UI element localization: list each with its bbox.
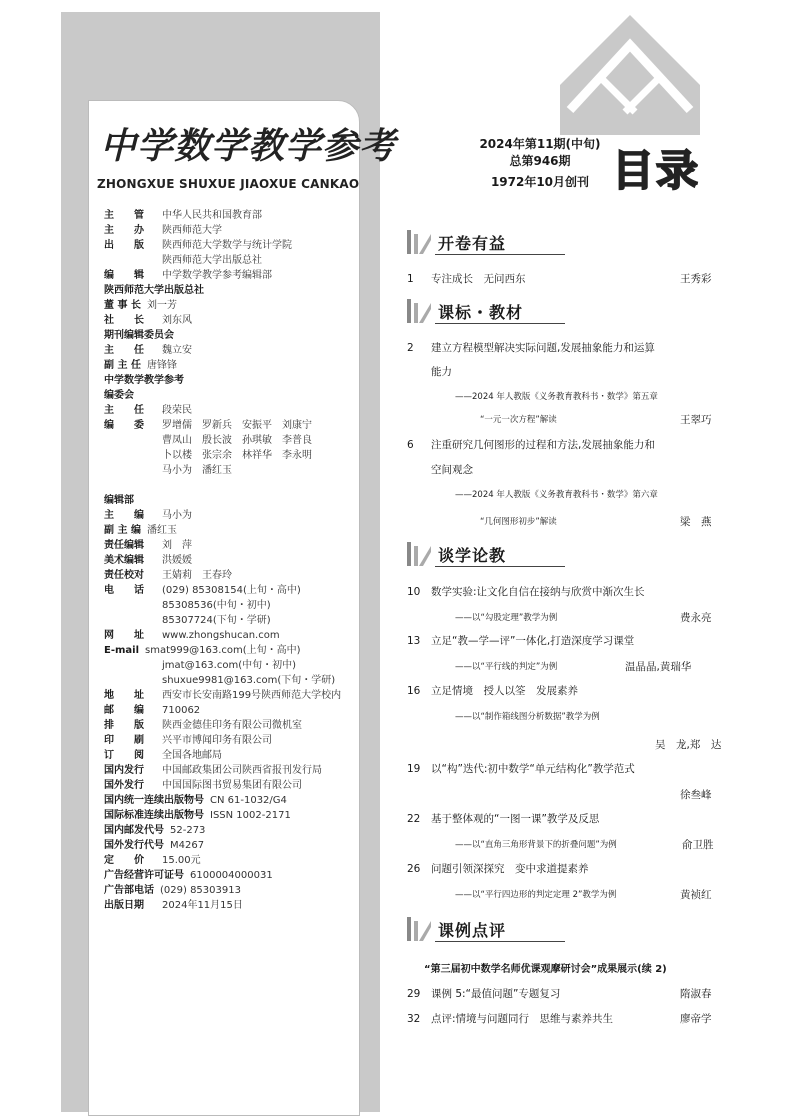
masthead-key: 出 版 xyxy=(104,240,144,251)
masthead-row xyxy=(104,733,272,748)
toc-entry[interactable] xyxy=(407,584,645,599)
masthead-row xyxy=(104,448,312,463)
masthead-value: smat999@163.com(上旬・高中) xyxy=(145,645,301,656)
masthead-value: 2024年11月15日 xyxy=(162,900,243,911)
masthead-key: 网 址 xyxy=(104,630,144,641)
masthead-row xyxy=(104,763,322,778)
masthead-key: 主 编 xyxy=(104,510,144,521)
masthead-row xyxy=(104,718,302,733)
masthead-value: 中华人民共和国教育部 xyxy=(162,210,262,221)
masthead-row xyxy=(104,613,271,628)
entry-title: 基于整体观的“一图一课”教学及反思 xyxy=(431,813,600,825)
toc-entry[interactable] xyxy=(407,811,599,826)
total-issue: 总第946期 xyxy=(509,154,571,168)
masthead-key: 社 长 xyxy=(104,315,144,326)
masthead-row xyxy=(104,463,232,478)
page-number: 26 xyxy=(407,863,421,875)
entry-title-continued: 能力 xyxy=(431,366,452,378)
masthead-row xyxy=(104,283,210,298)
masthead-key: 出版日期 xyxy=(104,900,144,911)
masthead-value: 陕西师范大学数学与统计学院 xyxy=(162,240,292,251)
entry-author: 徐叁峰 xyxy=(680,789,712,801)
toc-entry[interactable] xyxy=(407,271,526,286)
masthead-row xyxy=(104,838,204,853)
masthead-row xyxy=(104,568,232,583)
masthead-row xyxy=(104,793,287,808)
masthead-key: 责任校对 xyxy=(104,570,144,581)
masthead-row xyxy=(104,478,162,493)
masthead-value: www.zhongshucan.com xyxy=(162,630,280,641)
section-label: 谈学论教 xyxy=(438,546,507,565)
masthead-key: 副 主 任 xyxy=(104,360,141,371)
masthead-row xyxy=(104,358,177,373)
masthead-key: 国内邮发代号 xyxy=(104,825,164,836)
masthead-row xyxy=(104,433,312,448)
page-number: 29 xyxy=(407,988,421,1000)
masthead-row xyxy=(104,853,201,868)
toc-entry[interactable] xyxy=(407,683,578,698)
masthead-value: 卜以楼 张宗余 林祥华 李永明 xyxy=(162,450,312,461)
masthead-key: 编委会 xyxy=(104,390,134,401)
masthead-value: 潘红玉 xyxy=(146,525,177,536)
entry-title: 问题引领深探究 变中求道提素养 xyxy=(431,863,589,875)
masthead-value: 52-273 xyxy=(170,825,206,836)
section-rule xyxy=(435,323,565,324)
page-number: 1 xyxy=(407,273,414,285)
page-number: 22 xyxy=(407,813,421,825)
masthead-value: 陕西金德佳印务有限公司微机室 xyxy=(162,720,302,731)
masthead-value: M4267 xyxy=(170,840,205,851)
page-number: 2 xyxy=(407,342,414,354)
masthead-value: 刘一芳 xyxy=(146,300,177,311)
page-number: 6 xyxy=(407,439,414,451)
entry-author: 吴 龙,郑 达 xyxy=(655,739,722,751)
masthead-row xyxy=(104,523,177,538)
masthead-key: 广告经营许可证号 xyxy=(104,870,184,881)
founded-date: 1972年10月创刊 xyxy=(490,175,590,189)
masthead-row xyxy=(104,898,243,913)
masthead-key: 主 管 xyxy=(104,210,144,221)
masthead-key: 订 阅 xyxy=(104,750,144,761)
section-rule xyxy=(435,254,565,255)
masthead-key: E-mail xyxy=(104,645,140,656)
toc-entry[interactable] xyxy=(407,1011,613,1026)
toc-title: 目录 xyxy=(612,146,701,195)
entry-author: 隋淑春 xyxy=(680,988,712,1000)
section-bars-icon xyxy=(405,915,433,943)
journal-logo-pinyin: ZHONGXUE SHUXUE JIAOXUE CANKAO xyxy=(97,177,360,191)
toc-entry[interactable] xyxy=(407,633,634,648)
entry-author: 费永亮 xyxy=(680,612,712,624)
entry-subtitle: ——以“平行线的判定”为例 xyxy=(455,662,558,672)
entry-author: 温晶晶,黄瑞华 xyxy=(625,661,692,673)
masthead-value: CN 61-1032/G4 xyxy=(210,795,287,806)
masthead-row xyxy=(104,688,341,703)
masthead-row xyxy=(104,208,262,223)
masthead-row xyxy=(104,883,241,898)
toc-entry[interactable] xyxy=(407,761,635,776)
masthead-row xyxy=(104,823,205,838)
masthead-key: 责任编辑 xyxy=(104,540,144,551)
masthead-row xyxy=(104,658,296,673)
series-heading: “第三届初中数学名师优课观摩研讨会”成果展示(续 2) xyxy=(424,964,667,975)
entry-title: 注重研究几何图形的过程和方法,发展抽象能力和 xyxy=(431,439,655,451)
section-rule xyxy=(435,566,565,567)
entry-author: 廖帝学 xyxy=(680,1013,712,1025)
masthead-key: 国外发行 xyxy=(104,780,144,791)
masthead-value: 中学数学教学参考编辑部 xyxy=(162,270,272,281)
toc-entry[interactable] xyxy=(407,437,655,452)
masthead-key: 中学数学教学参考 xyxy=(104,375,184,386)
entry-title: 立足情境 授人以筌 发展素养 xyxy=(431,685,578,697)
entry-subtitle: ——2024 年人教版《义务教育教科书・数学》第五章 xyxy=(455,392,658,402)
masthead-key: 副 主 编 xyxy=(104,525,141,536)
masthead-row xyxy=(104,598,271,613)
page-number: 32 xyxy=(407,1013,421,1025)
section-label: 开卷有益 xyxy=(438,234,507,253)
masthead-row xyxy=(104,313,192,328)
entry-title: 立足“教—学—评”一体化,打造深度学习课堂 xyxy=(431,635,635,647)
masthead-value: 段荣民 xyxy=(162,405,192,416)
masthead-value: 马小为 潘红玉 xyxy=(162,465,232,476)
masthead-value: 中国国际图书贸易集团有限公司 xyxy=(162,780,302,791)
masthead-key: 编 辑 xyxy=(104,270,144,281)
masthead-value: 罗增儒 罗新兵 安振平 刘康宁 xyxy=(162,420,312,431)
entry-title: 点评:情境与问题同行 思维与素养共生 xyxy=(431,1013,614,1025)
entry-subtitle: ——以“制作箱线图分析数据”教学为例 xyxy=(455,712,600,722)
section-bars-icon xyxy=(405,297,433,325)
masthead-key: 主 任 xyxy=(104,405,144,416)
entry-author: 黄祯红 xyxy=(680,889,712,901)
masthead-key: 广告部电话 xyxy=(104,885,154,896)
masthead-value: 马小为 xyxy=(162,510,192,521)
entry-author: 梁 燕 xyxy=(680,516,712,528)
masthead-key: 印 刷 xyxy=(104,735,144,746)
journal-logo: 中学数学教学参考 xyxy=(100,125,397,167)
roof-graphic xyxy=(560,15,700,135)
masthead-row xyxy=(104,418,312,433)
masthead-row xyxy=(104,643,301,658)
masthead-value: jmat@163.com(中旬・初中) xyxy=(162,660,296,671)
masthead-row xyxy=(104,328,180,343)
masthead-row xyxy=(104,748,222,763)
entry-author: 王秀彩 xyxy=(680,273,712,285)
masthead-value: 陕西师范大学 xyxy=(162,225,222,236)
entry-title: 课例 5:“最值问题”专题复习 xyxy=(431,988,561,1000)
section-bars-icon xyxy=(405,540,433,568)
section-rule xyxy=(435,941,565,942)
masthead-value: 85308536(中旬・初中) xyxy=(162,600,271,611)
masthead-row xyxy=(104,538,192,553)
masthead-row xyxy=(104,673,335,688)
masthead-key: 国际标准连续出版物号 xyxy=(104,810,204,821)
masthead-value: 刘 萍 xyxy=(162,540,192,551)
masthead-key: 编 委 xyxy=(104,420,144,431)
masthead-row xyxy=(104,343,192,358)
masthead-key: 主 任 xyxy=(104,345,144,356)
masthead-value: 85307724(下旬・学研) xyxy=(162,615,271,626)
masthead-value: 15.00元 xyxy=(162,855,201,866)
masthead-key: 国内统一连续出版物号 xyxy=(104,795,204,806)
entry-title: 建立方程模型解决实际问题,发展抽象能力和运算 xyxy=(431,342,655,354)
page-number: 13 xyxy=(407,635,421,647)
issue-line: 2024年第11期(中旬) xyxy=(479,137,601,151)
masthead-value: (029) 85303913 xyxy=(160,885,241,896)
entry-author: 王翠巧 xyxy=(680,414,712,426)
toc-entry[interactable] xyxy=(407,986,560,1001)
entry-subtitle: ——以“勾股定理”教学为例 xyxy=(455,613,558,623)
masthead-row xyxy=(104,508,192,523)
section-label: 课例点评 xyxy=(438,921,507,940)
masthead-row xyxy=(104,223,222,238)
masthead-row xyxy=(104,238,292,253)
masthead-value: 6100004000031 xyxy=(190,870,273,881)
entry-subtitle: ——以“平行四边形的判定定理 2”教学为例 xyxy=(455,890,617,900)
masthead-key: 主 办 xyxy=(104,225,144,236)
masthead-value: 洪媛媛 xyxy=(162,555,192,566)
masthead-value: shuxue9981@163.com(下旬・学研) xyxy=(162,675,336,686)
masthead-value: 王婧莉 王春玲 xyxy=(162,570,232,581)
masthead-row xyxy=(104,628,280,643)
section-bars-icon xyxy=(405,228,433,256)
masthead-row xyxy=(104,868,273,883)
entry-subtitle: “一元一次方程”解读 xyxy=(480,415,557,425)
toc-entry[interactable] xyxy=(407,340,655,355)
entry-subtitle: “几何图形初步”解读 xyxy=(480,517,557,527)
masthead-row xyxy=(104,253,262,268)
masthead-value: 陕西师范大学出版总社 xyxy=(162,255,262,266)
masthead-key: 邮 编 xyxy=(104,705,144,716)
page-number: 16 xyxy=(407,685,421,697)
entry-author: 俞卫胜 xyxy=(682,839,714,851)
masthead-value: 兴平市博闻印务有限公司 xyxy=(162,735,272,746)
entry-title: 以“构”迭代:初中数学“单元结构化”教学范式 xyxy=(431,763,635,775)
masthead-key: 董 事 长 xyxy=(104,300,141,311)
masthead-key: 电 话 xyxy=(104,585,144,596)
masthead-row xyxy=(104,583,301,598)
page-number: 10 xyxy=(407,586,421,598)
masthead-row xyxy=(104,808,291,823)
entry-subtitle: ——2024 年人教版《义务教育教科书・数学》第六章 xyxy=(455,490,658,500)
masthead-value: 710062 xyxy=(162,705,201,716)
masthead-row xyxy=(104,493,162,508)
masthead-value: 曹凤山 殷长波 孙琪敏 李普良 xyxy=(162,435,312,446)
masthead-row xyxy=(104,373,190,388)
masthead-value: 西安市长安南路199号陕西师范大学校内 xyxy=(162,690,342,701)
masthead-row xyxy=(104,553,192,568)
masthead-row xyxy=(104,403,192,418)
masthead-value: 全国各地邮局 xyxy=(162,750,222,761)
masthead-key: 地 址 xyxy=(104,690,144,701)
masthead-row xyxy=(104,703,200,718)
entry-title-continued: 空间观念 xyxy=(431,464,473,476)
masthead-value: ISSN 1002-2171 xyxy=(210,810,291,821)
masthead-value: 唐锋锋 xyxy=(146,360,177,371)
masthead-value: 刘东风 xyxy=(162,315,192,326)
masthead-value: 中国邮政集团公司陕西省报刊发行局 xyxy=(162,765,322,776)
masthead-key: 国内发行 xyxy=(104,765,144,776)
masthead-key: 编辑部 xyxy=(104,495,134,506)
entry-title: 专注成长 无问西东 xyxy=(431,273,526,285)
page-number: 19 xyxy=(407,763,421,775)
entry-subtitle: ——以“直角三角形背景下的折叠问题”为例 xyxy=(455,840,617,850)
masthead-key: 期刊编辑委员会 xyxy=(104,330,174,341)
masthead-value: 魏立安 xyxy=(162,345,192,356)
masthead-key: 陕西师范大学出版总社 xyxy=(104,285,204,296)
masthead-row xyxy=(104,298,177,313)
entry-title: 数学实验:让文化自信在接纳与欣赏中渐次生长 xyxy=(431,586,645,598)
masthead-key: 美术编辑 xyxy=(104,555,144,566)
masthead-row xyxy=(104,388,162,403)
masthead-key: 定 价 xyxy=(104,855,144,866)
masthead-key: 排 版 xyxy=(104,720,144,731)
masthead-value: (029) 85308154(上旬・高中) xyxy=(162,585,301,596)
section-label: 课标・教材 xyxy=(438,303,524,322)
toc-entry[interactable] xyxy=(407,861,589,876)
masthead-row xyxy=(104,268,272,283)
masthead-row xyxy=(104,778,302,793)
masthead-key: 国外发行代号 xyxy=(104,840,164,851)
